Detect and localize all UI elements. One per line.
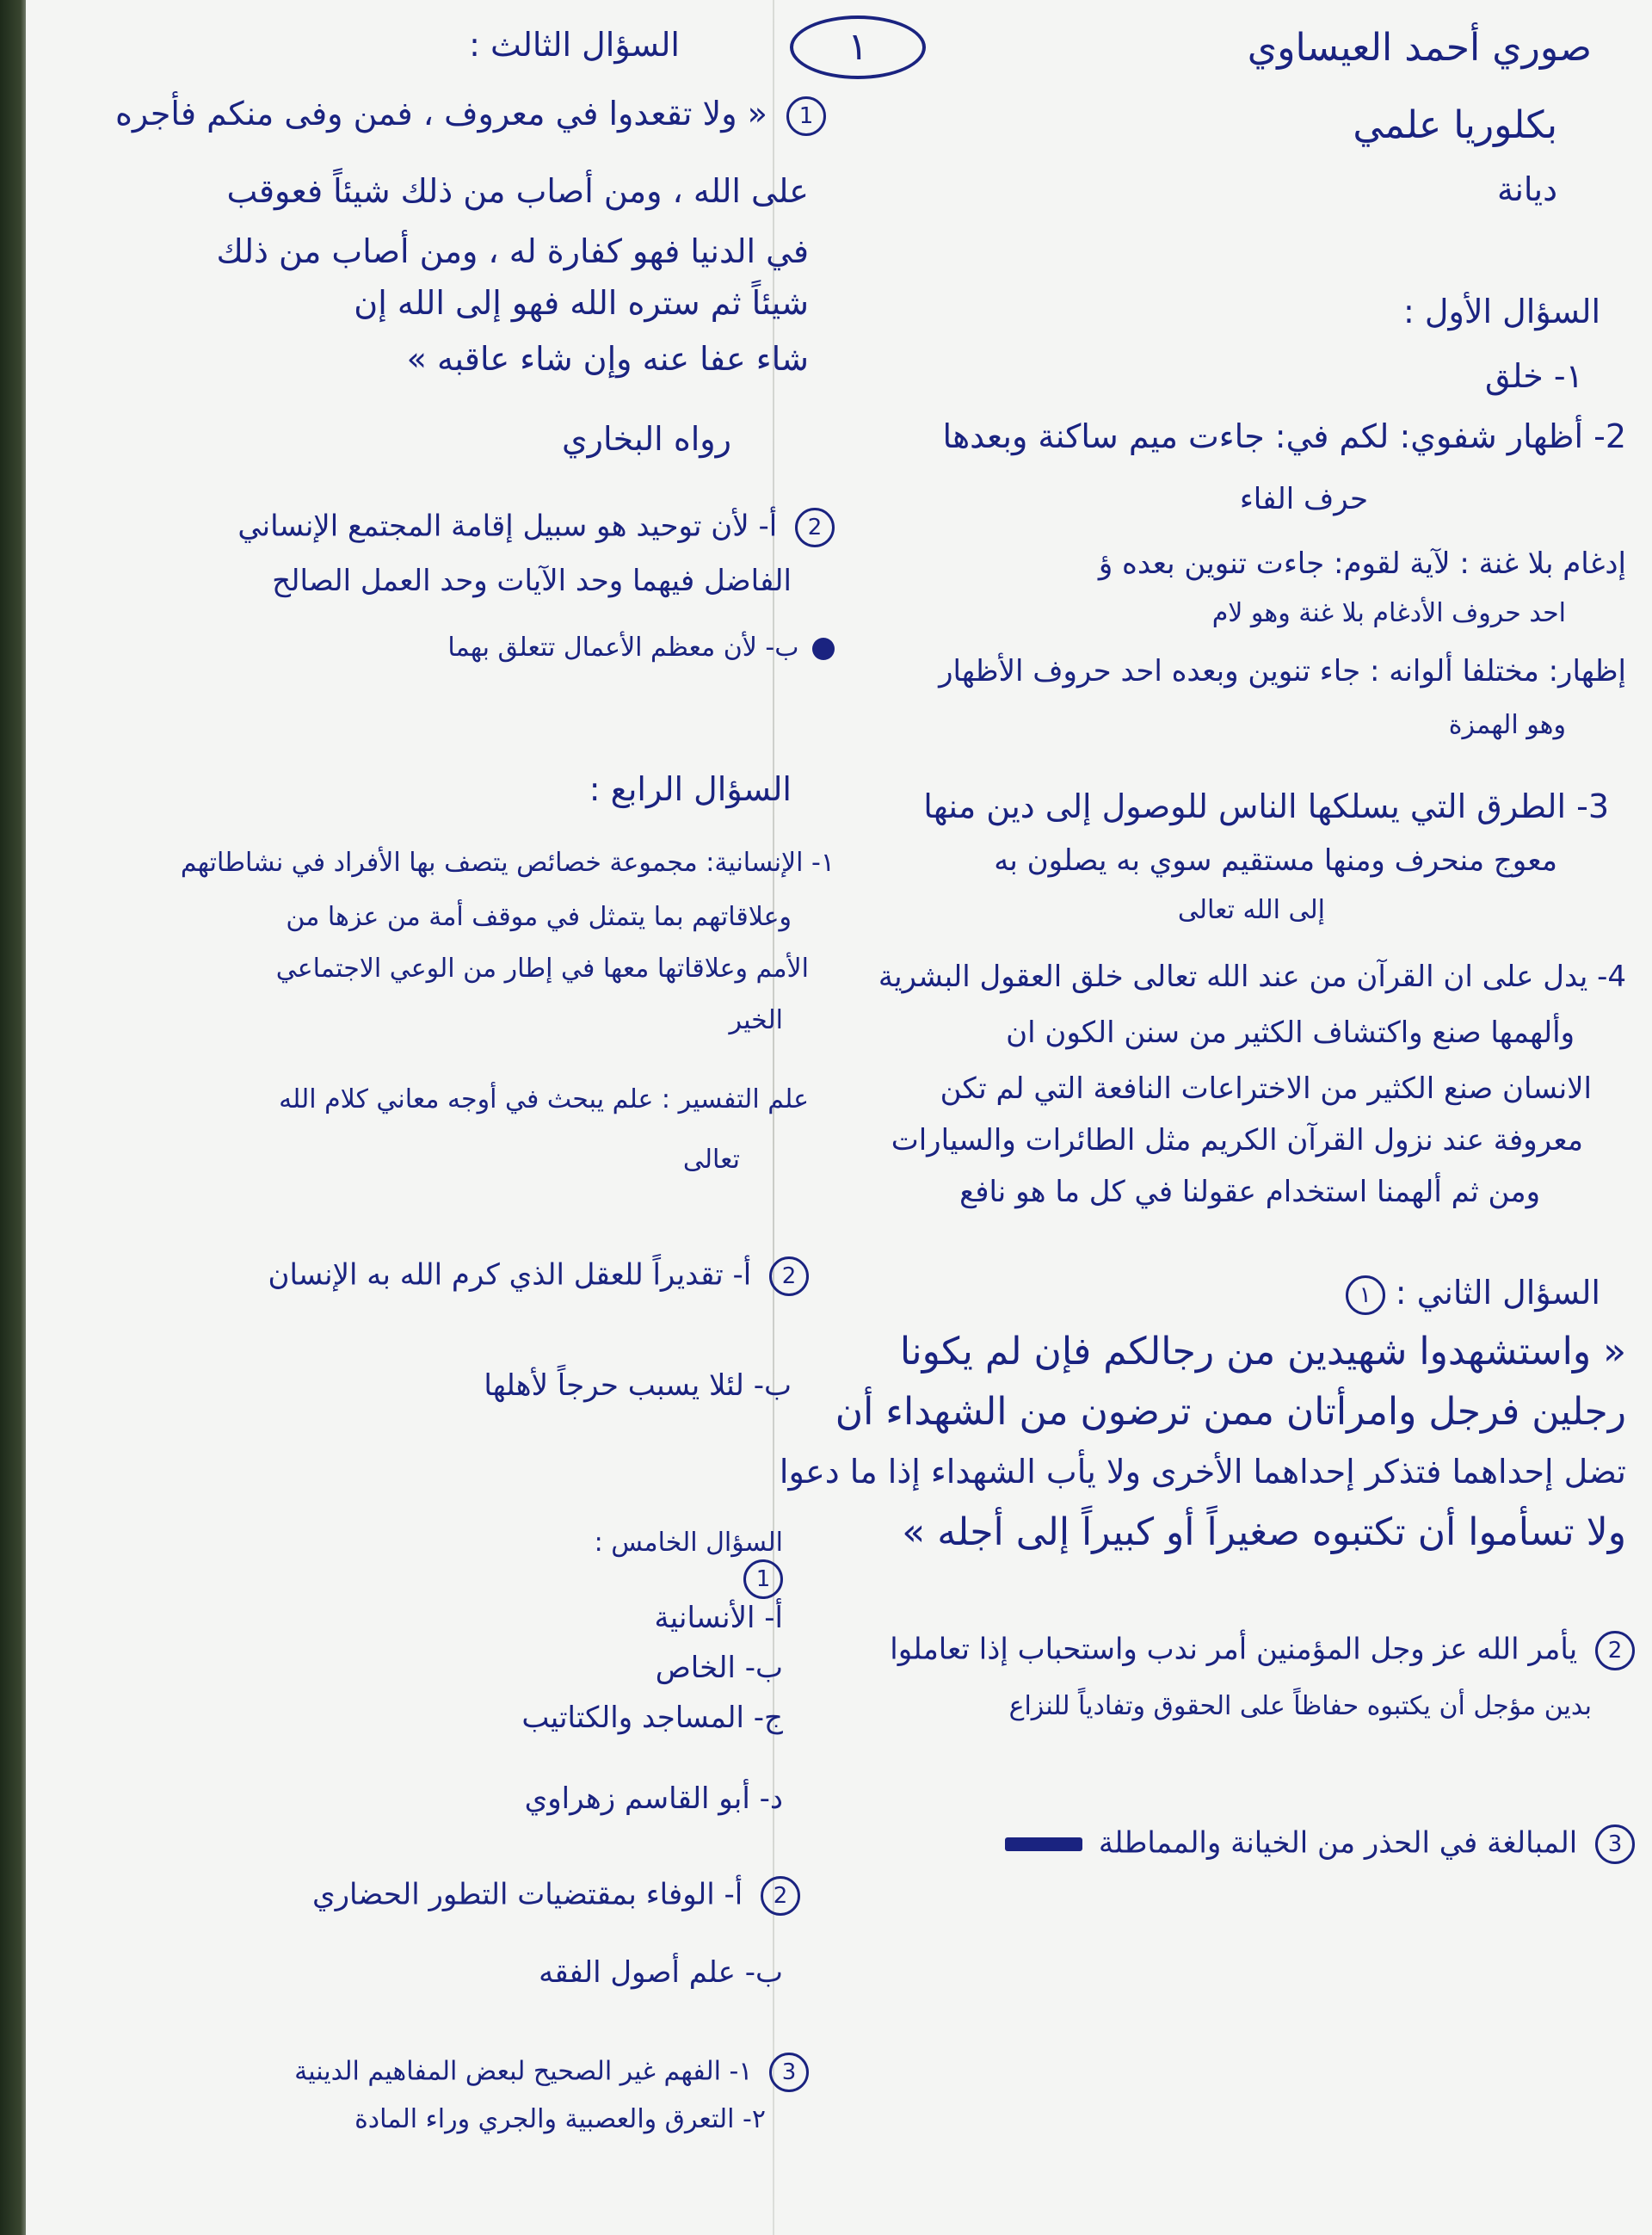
q5-answer-1c: ج- المساجد والكتاتيب [521, 1701, 783, 1735]
q1-answer-4-line5: ومن ثم ألهمنا استخدام عقولنا في كل ما هو نافع [959, 1175, 1540, 1209]
q2-sub1-marker: ١ [1346, 1275, 1385, 1315]
q5-answer-1a: أ- الأنسانية [654, 1601, 783, 1635]
q3-answer-2-line1 [237, 508, 835, 547]
q5-answer-3a-text: ١- الفهم غير الصحيح لبعض المفاهيم الدينية [294, 2056, 753, 2087]
q2-title [1337, 1274, 1600, 1315]
q3-hadith-line4: شيئاً ثم ستره الله فهو إلى الله إن [354, 284, 809, 322]
q5-sub2-marker: 2 [761, 1876, 800, 1916]
q5-sub1-circle: 1 [743, 1559, 783, 1599]
q5-sub3-marker: 3 [769, 2053, 809, 2092]
q2-answer-2-line1 [890, 1631, 1635, 1670]
q3-sub1-marker: 1 [786, 96, 826, 136]
q2-answer-3-text: المبالغة في الحذر من الخيانة والمماطلة [1098, 1825, 1578, 1861]
paper-sheet [26, 0, 1652, 2235]
q1-title: السؤال الأول : [1403, 293, 1600, 330]
q5-answer-2b: ب- علم أصول الفقه [539, 1955, 783, 1990]
q4-answer-2b: ب- لئلا يسبب حرجاً لأهلها [484, 1368, 792, 1403]
q3-hadith-line1 [115, 95, 826, 136]
q2-sub2-marker: 2 [1595, 1631, 1635, 1670]
q2-sub3-marker: 3 [1595, 1824, 1635, 1864]
q1-answer-4-line4: معروفة عند نزول القرآن الكريم مثل الطائرات والسيارات [891, 1123, 1583, 1158]
q2-answer-2-line2: بدين مؤجل أن يكتبوه حفاظاً على الحقوق وتفادياً للنزاع [1008, 1691, 1592, 1721]
q1-answer-2-line6: وهو الهمزة [1448, 710, 1566, 740]
crossed-out-word [1005, 1837, 1082, 1851]
q1-answer-4-line2: وألهمها صنع واكتشاف الكثير من سنن الكون ان [1006, 1016, 1575, 1050]
q4-answer-2a [268, 1256, 809, 1296]
q2-verse-line1: « واستشهدوا شهيدين من رجالكم فإن لم يكونا [899, 1330, 1626, 1374]
ink-blot [812, 638, 835, 660]
q2-verse-line2: رجلين فرجل وامرأتان ممن ترضون من الشهداء أن [835, 1390, 1626, 1434]
q1-answer-2-line4: احد حروف الأدغام بلا غنة وهو لام [1211, 598, 1566, 628]
q3-hadith-text1: « ولا تقعدوا في معروف ، فمن وفى منكم فأجره [114, 95, 767, 133]
q5-sub1-marker [735, 1559, 783, 1599]
q3-sub2-marker: 2 [795, 508, 835, 547]
q5-answer-3a [294, 2053, 809, 2092]
q5-title: السؤال الخامس : [594, 1528, 783, 1558]
q4-sub2-marker: 2 [769, 1256, 809, 1296]
q3-hadith-line3: في الدنيا فهو كفارة له ، ومن أصاب من ذلك [216, 232, 809, 270]
q1-answer-3-line2: معوج منحرف ومنها مستقيم سوي به يصلون به [994, 843, 1557, 878]
q1-answer-2-line2: حرف الفاء [1239, 482, 1368, 516]
q3-answer-2-line3 [447, 633, 835, 663]
q4-answer-1-line4: الخير [729, 1005, 783, 1035]
q1-answer-2-line1: 2- أظهار شفوي: لكم في: جاءت ميم ساكنة وبعدها [942, 417, 1626, 455]
student-class: بكلوريا علمي [1353, 103, 1557, 147]
q5-answer-1d: د- أبو القاسم زهراوي [524, 1781, 783, 1816]
q3-narrator: رواه البخاري [561, 420, 731, 458]
q2-answer-3 [998, 1824, 1635, 1864]
q2-title-text: السؤال الثاني : [1395, 1274, 1600, 1312]
q1-answer-4-line1: 4- يدل على ان القرآن من عند الله تعالى خلق العقول البشرية [878, 960, 1626, 994]
q1-answer-2-line3: إدغام بلا غنة : لآية لقوم: جاءت تنوين بعده ؤ [1098, 546, 1626, 581]
q4-answer-1-line2: وعلاقاتهم بما يتمثل في موقف أمة من عزها من [286, 902, 792, 932]
q1-answer-4-line3: الانسان صنع الكثير من الاختراعات النافعة التي لم تكن [940, 1071, 1592, 1106]
q5-answer-1b: ب- الخاص [655, 1651, 783, 1685]
q3-answer-2-text1: أ- لأن توحيد هو سبيل إقامة المجتمع الإنساني [237, 509, 778, 544]
q1-answer-1: ١- خلق [1485, 357, 1583, 395]
q2-answer-2-text1: يأمر الله عز وجل المؤمنين أمر ندب واستحباب إذا تعاملوا [890, 1632, 1578, 1667]
q3-answer-2-line2: الفاضل فيهما وحد الآيات وحد العمل الصالح [272, 564, 792, 598]
q1-answer-3-line1: 3- الطرق التي يسلكها الناس للوصول إلى دين منها [923, 787, 1609, 825]
q4-answer-1-line3: الأمم وعلاقاتها معها في إطار من الوعي الاجتماعي [275, 954, 809, 984]
q3-title: السؤال الثالث : [469, 26, 680, 64]
q1-answer-2-line5: إظهار: مختلفا ألوانه : جاء تنوين وبعده احد حروف الأظهار [939, 654, 1626, 688]
q4-title: السؤال الرابع : [589, 770, 792, 808]
subject: ديانة [1496, 170, 1557, 208]
q2-verse-line3: تضل إحداهما فتذكر إحداهما الأخرى ولا يأب الشهداء إذا ما دعوا [779, 1453, 1626, 1491]
q3-hadith-line5: شاء عفا عنه وإن شاء عاقبه » [406, 340, 809, 378]
q5-answer-2a-text: أ- الوفاء بمقتضيات التطور الحضاري [312, 1877, 743, 1912]
q1-answer-3-line3: إلى الله تعالى [1177, 895, 1325, 925]
q3-hadith-line2: على الله ، ومن أصاب من ذلك شيئاً فعوقب [226, 172, 809, 210]
q4-answer-1-line1: ١- الإنسانية: مجموعة خصائص يتصف بها الأفراد في نشاطاتهم [180, 848, 835, 878]
q2-verse-line4: ولا تسأموا أن تكتبوه صغيراً أو كبيراً إلى أجله » [902, 1510, 1626, 1554]
q4-answer-1b-line2: تعالى [682, 1145, 740, 1175]
q4-answer-2a-text: أ- تقديراً للعقل الذي كرم الله به الإنسان [268, 1257, 752, 1293]
q5-answer-3b: ٢- التعرق والعصبية والجري وراء المادة [354, 2104, 766, 2134]
q3-answer-2-text3: ب- لأن معظم الأعمال تتعلق بهما [447, 633, 799, 663]
q4-answer-1b-line1: علم التفسير : علم يبحث في أوجه معاني كلام الله [279, 1084, 809, 1114]
page-number: ١ [790, 15, 926, 79]
q5-answer-2a [312, 1876, 800, 1916]
student-name: صوري أحمد العيساوي [1247, 26, 1592, 70]
